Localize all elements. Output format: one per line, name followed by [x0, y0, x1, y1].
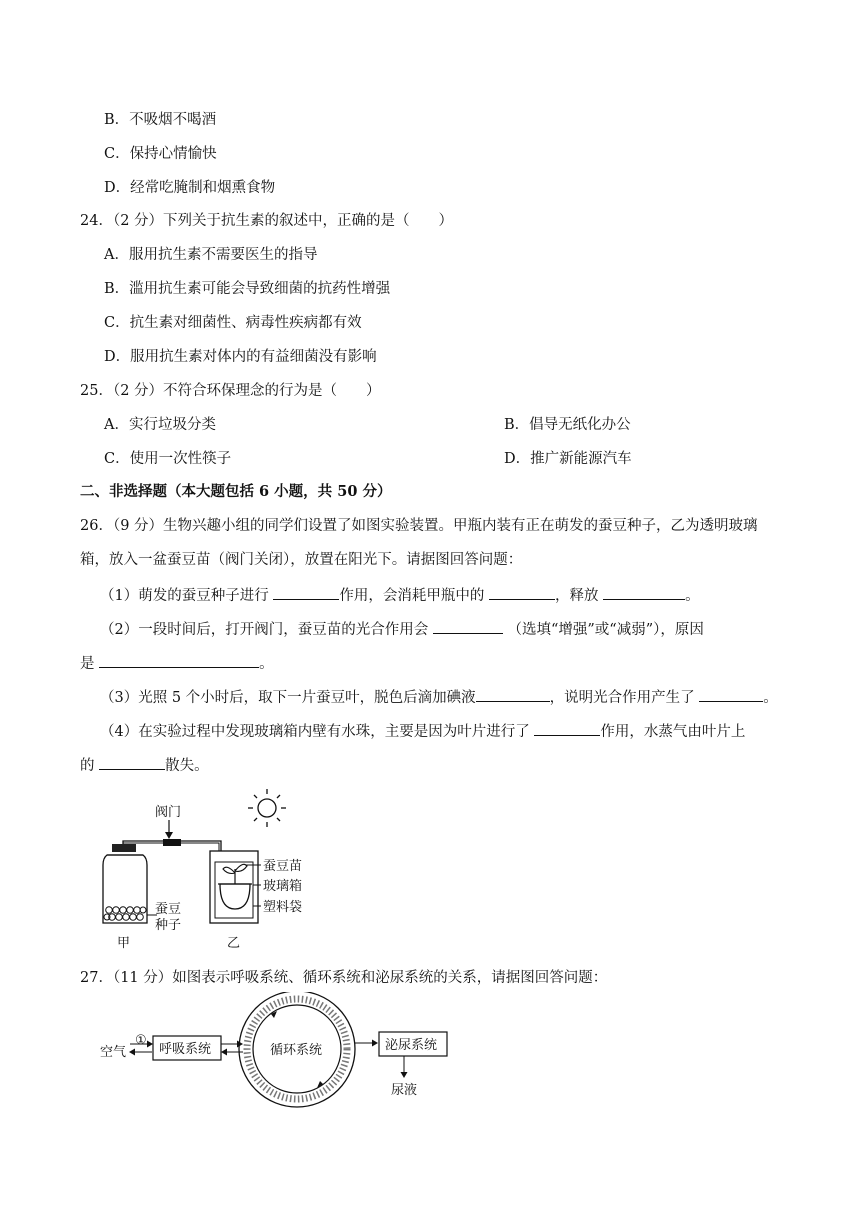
q26-p2-text-c: 是: [80, 656, 95, 672]
q25-option-b: B．倡导无纸化办公: [504, 417, 631, 433]
label-jia: 甲: [117, 936, 131, 951]
q26-part-1: [100, 584, 700, 606]
valve-icon: [163, 839, 181, 846]
q26-p4-text-a: （4）在实验过程中发现玻璃箱内壁有水珠，主要是因为叶片进行了: [100, 724, 530, 740]
seed-label-1: 蚕豆: [155, 902, 182, 917]
urine-label: 尿液: [391, 1083, 418, 1098]
q23-option-c: C．保持心情愉快: [104, 146, 217, 162]
sun-icon: [248, 789, 286, 827]
q26-part-4: [100, 720, 745, 742]
q26-part-2-cont: [80, 652, 274, 674]
q26-p2-text-d: 。: [259, 656, 274, 672]
q26-p4-text-d: 散失。: [165, 758, 209, 774]
q26-stem-line-2: 箱，放入一盆蚕豆苗（阀门关闭），放置在阳光下。请据图回答问题：: [80, 552, 523, 568]
urinary-label: 泌尿系统: [385, 1038, 438, 1053]
section-2-title: 二、非选择题（本大题包括 6 小题，共 50 分）: [80, 483, 392, 500]
circulatory-label: 循环系统: [270, 1043, 323, 1058]
q26-part-4-cont: [80, 754, 209, 776]
answer-blank: [99, 652, 259, 668]
valve-label: 阀门: [155, 805, 182, 820]
q26-p2-text-a: （2）一段时间后，打开阀门，蚕豆苗的光合作用会: [100, 622, 429, 638]
glass-box-label: 玻璃箱: [263, 879, 303, 894]
q23-option-d: D．经常吃腌制和烟熏食物: [104, 180, 276, 196]
q25-option-a: A．实行垃圾分类: [104, 417, 216, 433]
q25-row-1: [104, 415, 704, 435]
marker-1: ①: [135, 1033, 147, 1048]
seedling-label: 蚕豆苗: [263, 859, 303, 874]
q25-option-d: D．推广新能源汽车: [504, 451, 632, 467]
answer-blank: [99, 754, 165, 770]
body-systems-figure: [95, 992, 465, 1122]
answer-blank: [534, 720, 600, 736]
q23-option-b: B．不吸烟不喝酒: [104, 112, 217, 128]
seed-label-2: 种子: [155, 918, 182, 933]
q26-p4-text-b: 作用，水蒸气由叶片上: [600, 724, 746, 740]
answer-blank: [489, 584, 555, 600]
q24-option-a: A．服用抗生素不需要医生的指导: [104, 247, 318, 263]
q27-stem: 27．（11 分）如图表示呼吸系统、循环系统和泌尿系统的关系，请据图回答问题：: [80, 970, 608, 986]
q26-part-2: [100, 618, 704, 640]
q26-p3-text-b: ，说明光合作用产生了: [549, 690, 695, 706]
plastic-bag-label: 塑料袋: [263, 900, 303, 915]
q26-p1-text-a: （1）萌发的蚕豆种子进行: [100, 588, 269, 604]
q26-p2-text-b: （选填“增强”或“减弱”），原因: [507, 622, 704, 638]
q24-option-d: D．服用抗生素对体内的有益细菌没有影响: [104, 349, 377, 365]
answer-blank: [603, 584, 685, 600]
q26-p1-text-c: ，释放: [554, 588, 599, 604]
q25-row-2: [104, 449, 704, 469]
q24-option-c: C．抗生素对细菌性、病毒性疾病都有效: [104, 315, 362, 331]
glass-box-yi: [210, 851, 261, 923]
air-label: 空气: [100, 1045, 127, 1060]
answer-blank: [273, 584, 339, 600]
q26-p1-text-d: 。: [685, 588, 700, 604]
answer-blank: [476, 686, 550, 702]
q26-p4-text-c: 的: [80, 758, 95, 774]
answer-blank: [699, 686, 763, 702]
q25-stem: 25．（2 分）不符合环保理念的行为是（ ）: [80, 383, 381, 399]
q25-option-c: C．使用一次性筷子: [104, 451, 232, 467]
answer-blank: [433, 618, 503, 634]
q26-part-3: [100, 686, 778, 708]
q26-p1-text-b: 作用，会消耗甲瓶中的: [339, 588, 485, 604]
jar-jia: [103, 844, 157, 923]
experiment-apparatus-figure: [95, 785, 345, 955]
q26-p3-text-a: （3）光照 5 个小时后，取下一片蚕豆叶，脱色后滴加碘液: [100, 690, 476, 706]
q26-p3-text-c: 。: [763, 690, 778, 706]
q24-stem: 24．（2 分）下列关于抗生素的叙述中，正确的是（ ）: [80, 213, 454, 229]
q26-stem-line-1: 26．（9 分）生物兴趣小组的同学们设置了如图实验装置。甲瓶内装有正在萌发的蚕豆种子，乙为透明玻璃: [80, 518, 758, 534]
label-yi: 乙: [227, 936, 241, 951]
q24-option-b: B．滥用抗生素可能会导致细菌的抗药性增强: [104, 281, 391, 297]
respiratory-label: 呼吸系统: [159, 1042, 212, 1057]
